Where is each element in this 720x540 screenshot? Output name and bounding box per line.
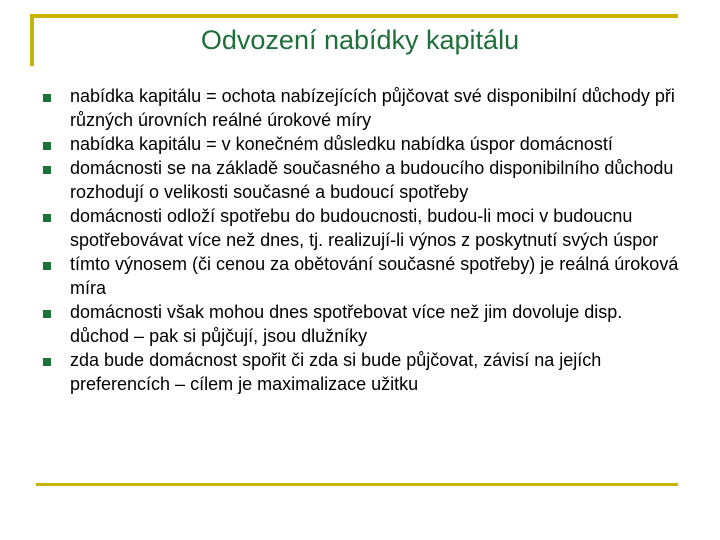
- bullet-item-5: [40, 252, 680, 300]
- slide-title: Odvození nabídky kapitálu: [200, 25, 520, 55]
- frame-bottom-line: [36, 483, 678, 486]
- bullet-item-2: [40, 132, 680, 156]
- square-bullet-icon: [43, 214, 51, 222]
- bullet-item-1: [40, 84, 680, 132]
- square-bullet-icon: [43, 142, 51, 150]
- frame-top-line: [30, 14, 678, 18]
- bullet-text: nabídka kapitálu = ochota nabízejících půjčovat své disponibilní důchody při různých úrovních reálné úrokové míry: [70, 86, 675, 130]
- frame-left-line: [30, 14, 34, 66]
- bullet-text: zda bude domácnost spořit či zda si bude půjčovat, závisí na jejích preferencích – cílem je maximalizace užitku: [70, 350, 602, 394]
- square-bullet-icon: [43, 310, 51, 318]
- bullet-list: [40, 84, 680, 396]
- bullet-item-3: [40, 156, 680, 204]
- bullet-item-7: [40, 348, 680, 396]
- bullet-item-6: [40, 300, 680, 348]
- square-bullet-icon: [43, 358, 51, 366]
- bullet-item-4: [40, 204, 680, 252]
- square-bullet-icon: [43, 166, 51, 174]
- square-bullet-icon: [43, 262, 51, 270]
- bullet-text: domácnosti však mohou dnes spotřebovat více než jim dovoluje disp. důchod – pak si půjčují, jsou dlužníky: [70, 302, 623, 346]
- bullet-text: nabídka kapitálu = v konečném důsledku nabídka úspor domácností: [70, 134, 613, 154]
- bullet-text: domácnosti odloží spotřebu do budoucnosti, budou-li moci v budoucnu spotřebovávat více než dnes, tj. realizují-li výnos z poskytnutí svých úspor: [70, 206, 659, 250]
- square-bullet-icon: [43, 94, 51, 102]
- bullet-text: domácnosti se na základě současného a budoucího disponibilního důchodu rozhodují o velikosti současné a budoucí spotřeby: [70, 158, 674, 202]
- bullet-text: tímto výnosem (či cenou za obětování současné spotřeby) je reálná úroková míra: [70, 254, 679, 298]
